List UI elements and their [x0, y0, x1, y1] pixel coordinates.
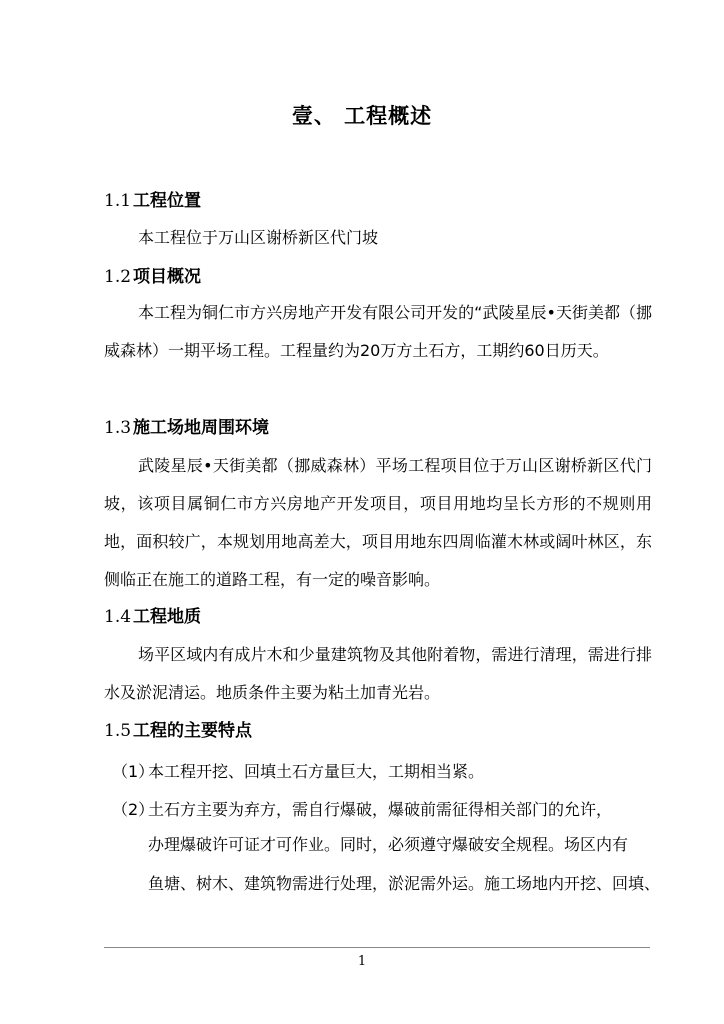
section-heading-1-5 [104, 720, 252, 742]
section-heading-1-3 [104, 417, 269, 439]
section-title: 项目概况 [133, 267, 202, 287]
section-title: 工程地质 [133, 607, 202, 627]
section-heading-1-1 [104, 190, 201, 212]
section-title: 工程的主要特点 [133, 721, 253, 741]
list-item-line: 办理爆破许可证才可作业。同时，必须遵守爆破安全规程。场区内有 [148, 835, 629, 854]
list-marker: （2） [112, 800, 155, 819]
section-body-1-2: 本工程为铜仁市方兴房地产开发有限公司开发的“武陵星辰•天街美都（挪威森林）一期平场工程。工程量约为20万方土石方，工期约60日历天。 [104, 303, 652, 360]
section-heading-1-2 [104, 266, 201, 288]
section-title: 工程位置 [133, 191, 202, 211]
section-number: 1.3 [104, 418, 132, 438]
section-number: 1.5 [104, 721, 132, 741]
page-number: 1 [357, 954, 367, 969]
section-heading-1-4 [104, 606, 201, 628]
list-item-line: 鱼塘、树木、建筑物需进行处理，淤泥需外运。施工场地内开挖、回填、 [148, 874, 661, 893]
section-body-1-4: 场平区域内有成片木和少量建筑物及其他附着物，需进行清理，需进行排水及淤泥清运。地质条件主要为粘土加青光岩。 [104, 645, 652, 702]
chapter-title: 壹、 工程概述 [291, 104, 433, 128]
section-body-1-1: 本工程位于万山区谢桥新区代门坡 [138, 228, 379, 247]
footer-divider [104, 947, 650, 948]
section-number: 1.4 [104, 607, 132, 627]
section-number: 1.2 [104, 267, 132, 287]
section-body-1-3: 武陵星辰•天街美都（挪威森林）平场工程项目位于万山区谢桥新区代门坡，该项目属铜仁市方兴房地产开发项目，项目用地均呈长方形的不规则用地，面积较广，本规划用地高差大，项目用地东四周临灌木林或阔叶林区，东侧临正在施工的道路工程，有一定的噪音影响。 [104, 456, 652, 589]
list-item-line: 本工程开挖、回填土石方量巨大，工期相当紧。 [148, 762, 485, 781]
list-item-line: 土石方主要为弃方，需自行爆破，爆破前需征得相关部门的允许， [148, 800, 613, 819]
list-marker: （1） [112, 762, 155, 781]
section-number: 1.1 [104, 191, 132, 211]
section-title: 施工场地周围环境 [133, 418, 270, 438]
